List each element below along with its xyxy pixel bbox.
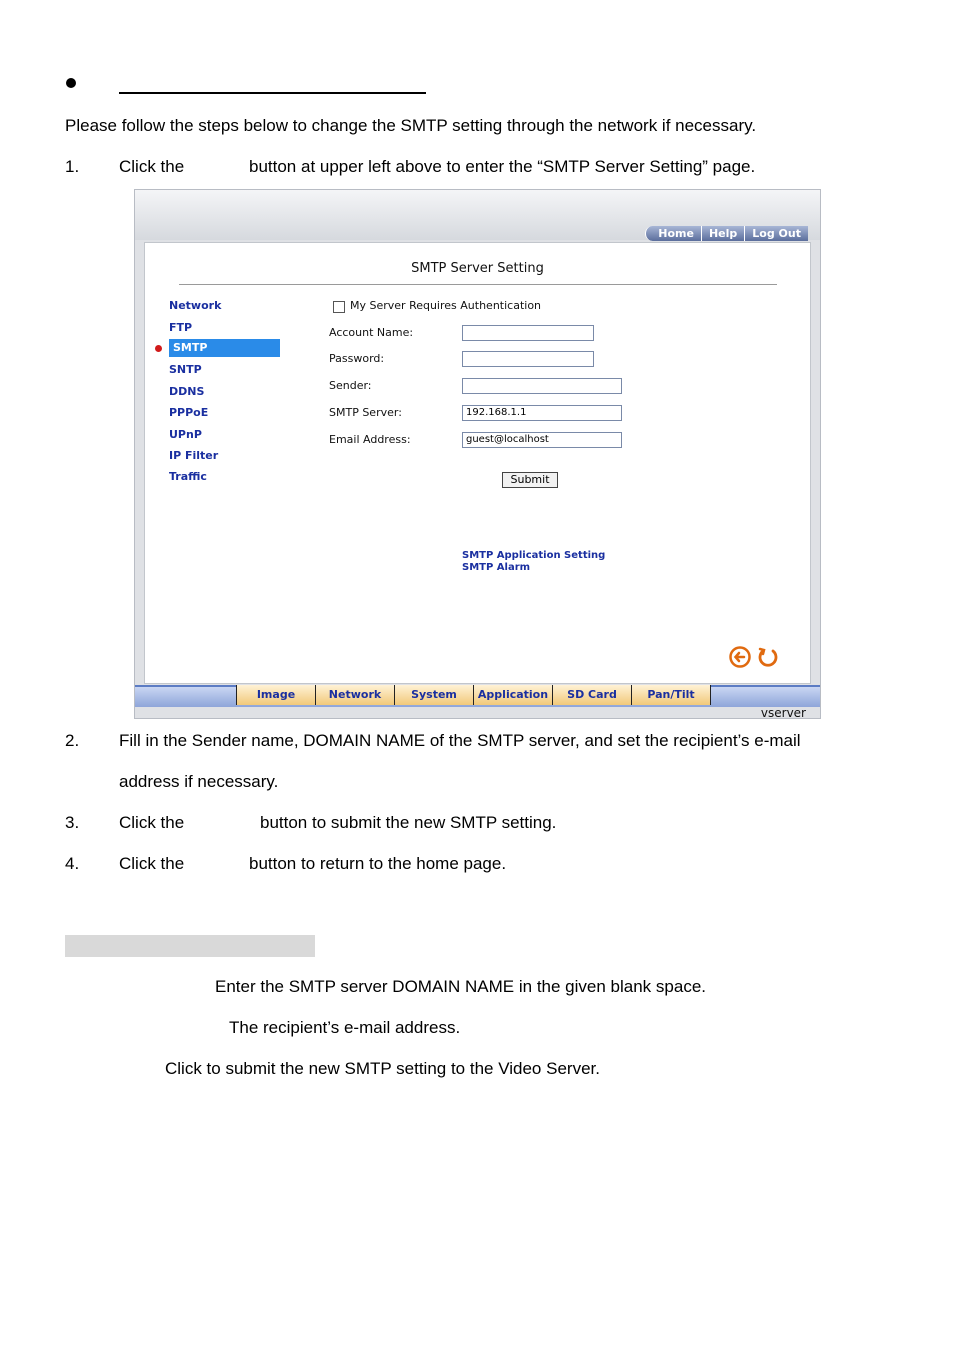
step-4-before: Click the bbox=[119, 854, 185, 873]
smtp-server-description: Enter the SMTP server DOMAIN NAME in the given blank space. bbox=[215, 977, 706, 996]
auth-checkbox[interactable] bbox=[333, 301, 345, 313]
bottom-tabs bbox=[236, 685, 710, 705]
settings-panel bbox=[144, 242, 811, 684]
smtp-server-input[interactable]: 192.168.1.1 bbox=[462, 405, 622, 421]
step-2-line1: Fill in the Sender name, DOMAIN NAME of the SMTP server, and set the recipient’s e-mail bbox=[119, 731, 801, 750]
sender-label: Sender: bbox=[329, 379, 372, 392]
tab-image[interactable]: Image bbox=[236, 685, 316, 705]
sidebar-item-network[interactable]: Network bbox=[169, 299, 222, 312]
step-3-before: Click the bbox=[119, 813, 185, 832]
sidebar-item-ip-filter[interactable]: IP Filter bbox=[169, 449, 219, 462]
sidebar-item-ddns[interactable]: DDNS bbox=[169, 385, 205, 398]
submit-button[interactable]: Submit bbox=[502, 472, 558, 488]
help-nav-button[interactable]: Help bbox=[701, 226, 744, 241]
title-divider bbox=[179, 284, 777, 285]
password-input[interactable] bbox=[462, 351, 594, 367]
smtp-application-setting-link[interactable]: SMTP Application Setting bbox=[462, 550, 606, 561]
section-heading-underline bbox=[119, 92, 426, 94]
logout-nav-button[interactable]: Log Out bbox=[744, 226, 808, 241]
section-header-bar bbox=[65, 935, 315, 957]
sidebar-item-ftp[interactable]: FTP bbox=[169, 321, 193, 334]
auth-checkbox-label: My Server Requires Authentication bbox=[350, 299, 542, 312]
step-1-before: Click the bbox=[119, 157, 185, 176]
bullet-icon bbox=[66, 78, 76, 88]
account-name-label: Account Name: bbox=[329, 326, 414, 339]
email-address-input[interactable]: guest@localhost bbox=[462, 432, 622, 448]
brand-label: vserver bbox=[760, 706, 806, 719]
submit-description: Click to submit the new SMTP setting to the Video Server. bbox=[165, 1059, 600, 1078]
step-4-after: button to return to the home page. bbox=[249, 854, 507, 873]
sidebar-item-traffic[interactable]: Traffic bbox=[169, 470, 207, 483]
step-2-line2: address if necessary. bbox=[119, 772, 279, 791]
step-3-number: 3. bbox=[65, 813, 80, 832]
email-address-label: Email Address: bbox=[329, 433, 411, 446]
step-1-after: button at upper left above to enter the “SMTP Server Setting” page. bbox=[249, 157, 756, 176]
sidebar-item-smtp[interactable] bbox=[169, 339, 280, 357]
tab-sd-card[interactable]: SD Card bbox=[552, 685, 632, 705]
sidebar-item-smtp-label: SMTP bbox=[173, 341, 208, 354]
step-2-number: 2. bbox=[65, 731, 80, 750]
email-address-description: The recipient’s e-mail address. bbox=[229, 1018, 461, 1037]
tab-system[interactable]: System bbox=[394, 685, 474, 705]
account-name-input[interactable] bbox=[462, 325, 594, 341]
step-1-number: 1. bbox=[65, 157, 80, 176]
smtp-settings-screenshot bbox=[134, 189, 821, 719]
refresh-icon[interactable] bbox=[757, 646, 779, 668]
smtp-alarm-link[interactable]: SMTP Alarm bbox=[462, 562, 531, 573]
top-nav bbox=[645, 226, 808, 241]
step-3-after: button to submit the new SMTP setting. bbox=[260, 813, 557, 832]
sender-input[interactable] bbox=[462, 378, 622, 394]
sidebar-item-sntp[interactable]: SNTP bbox=[169, 363, 202, 376]
tab-pan-tilt[interactable]: Pan/Tilt bbox=[631, 685, 711, 705]
tab-network[interactable]: Network bbox=[315, 685, 395, 705]
back-arrow-icon[interactable] bbox=[729, 646, 751, 668]
password-label: Password: bbox=[329, 352, 385, 365]
sidebar-item-upnp[interactable]: UPnP bbox=[169, 428, 202, 441]
sidebar-item-pppoe[interactable]: PPPoE bbox=[169, 406, 209, 419]
home-nav-button[interactable]: Home bbox=[645, 226, 701, 241]
active-indicator-icon bbox=[155, 345, 162, 352]
page-title: SMTP Server Setting bbox=[411, 261, 544, 276]
intro-text: Please follow the steps below to change the SMTP setting through the network if necessary. bbox=[65, 116, 757, 135]
smtp-server-label: SMTP Server: bbox=[329, 406, 402, 419]
tab-application[interactable]: Application bbox=[473, 685, 553, 705]
step-4-number: 4. bbox=[65, 854, 80, 873]
